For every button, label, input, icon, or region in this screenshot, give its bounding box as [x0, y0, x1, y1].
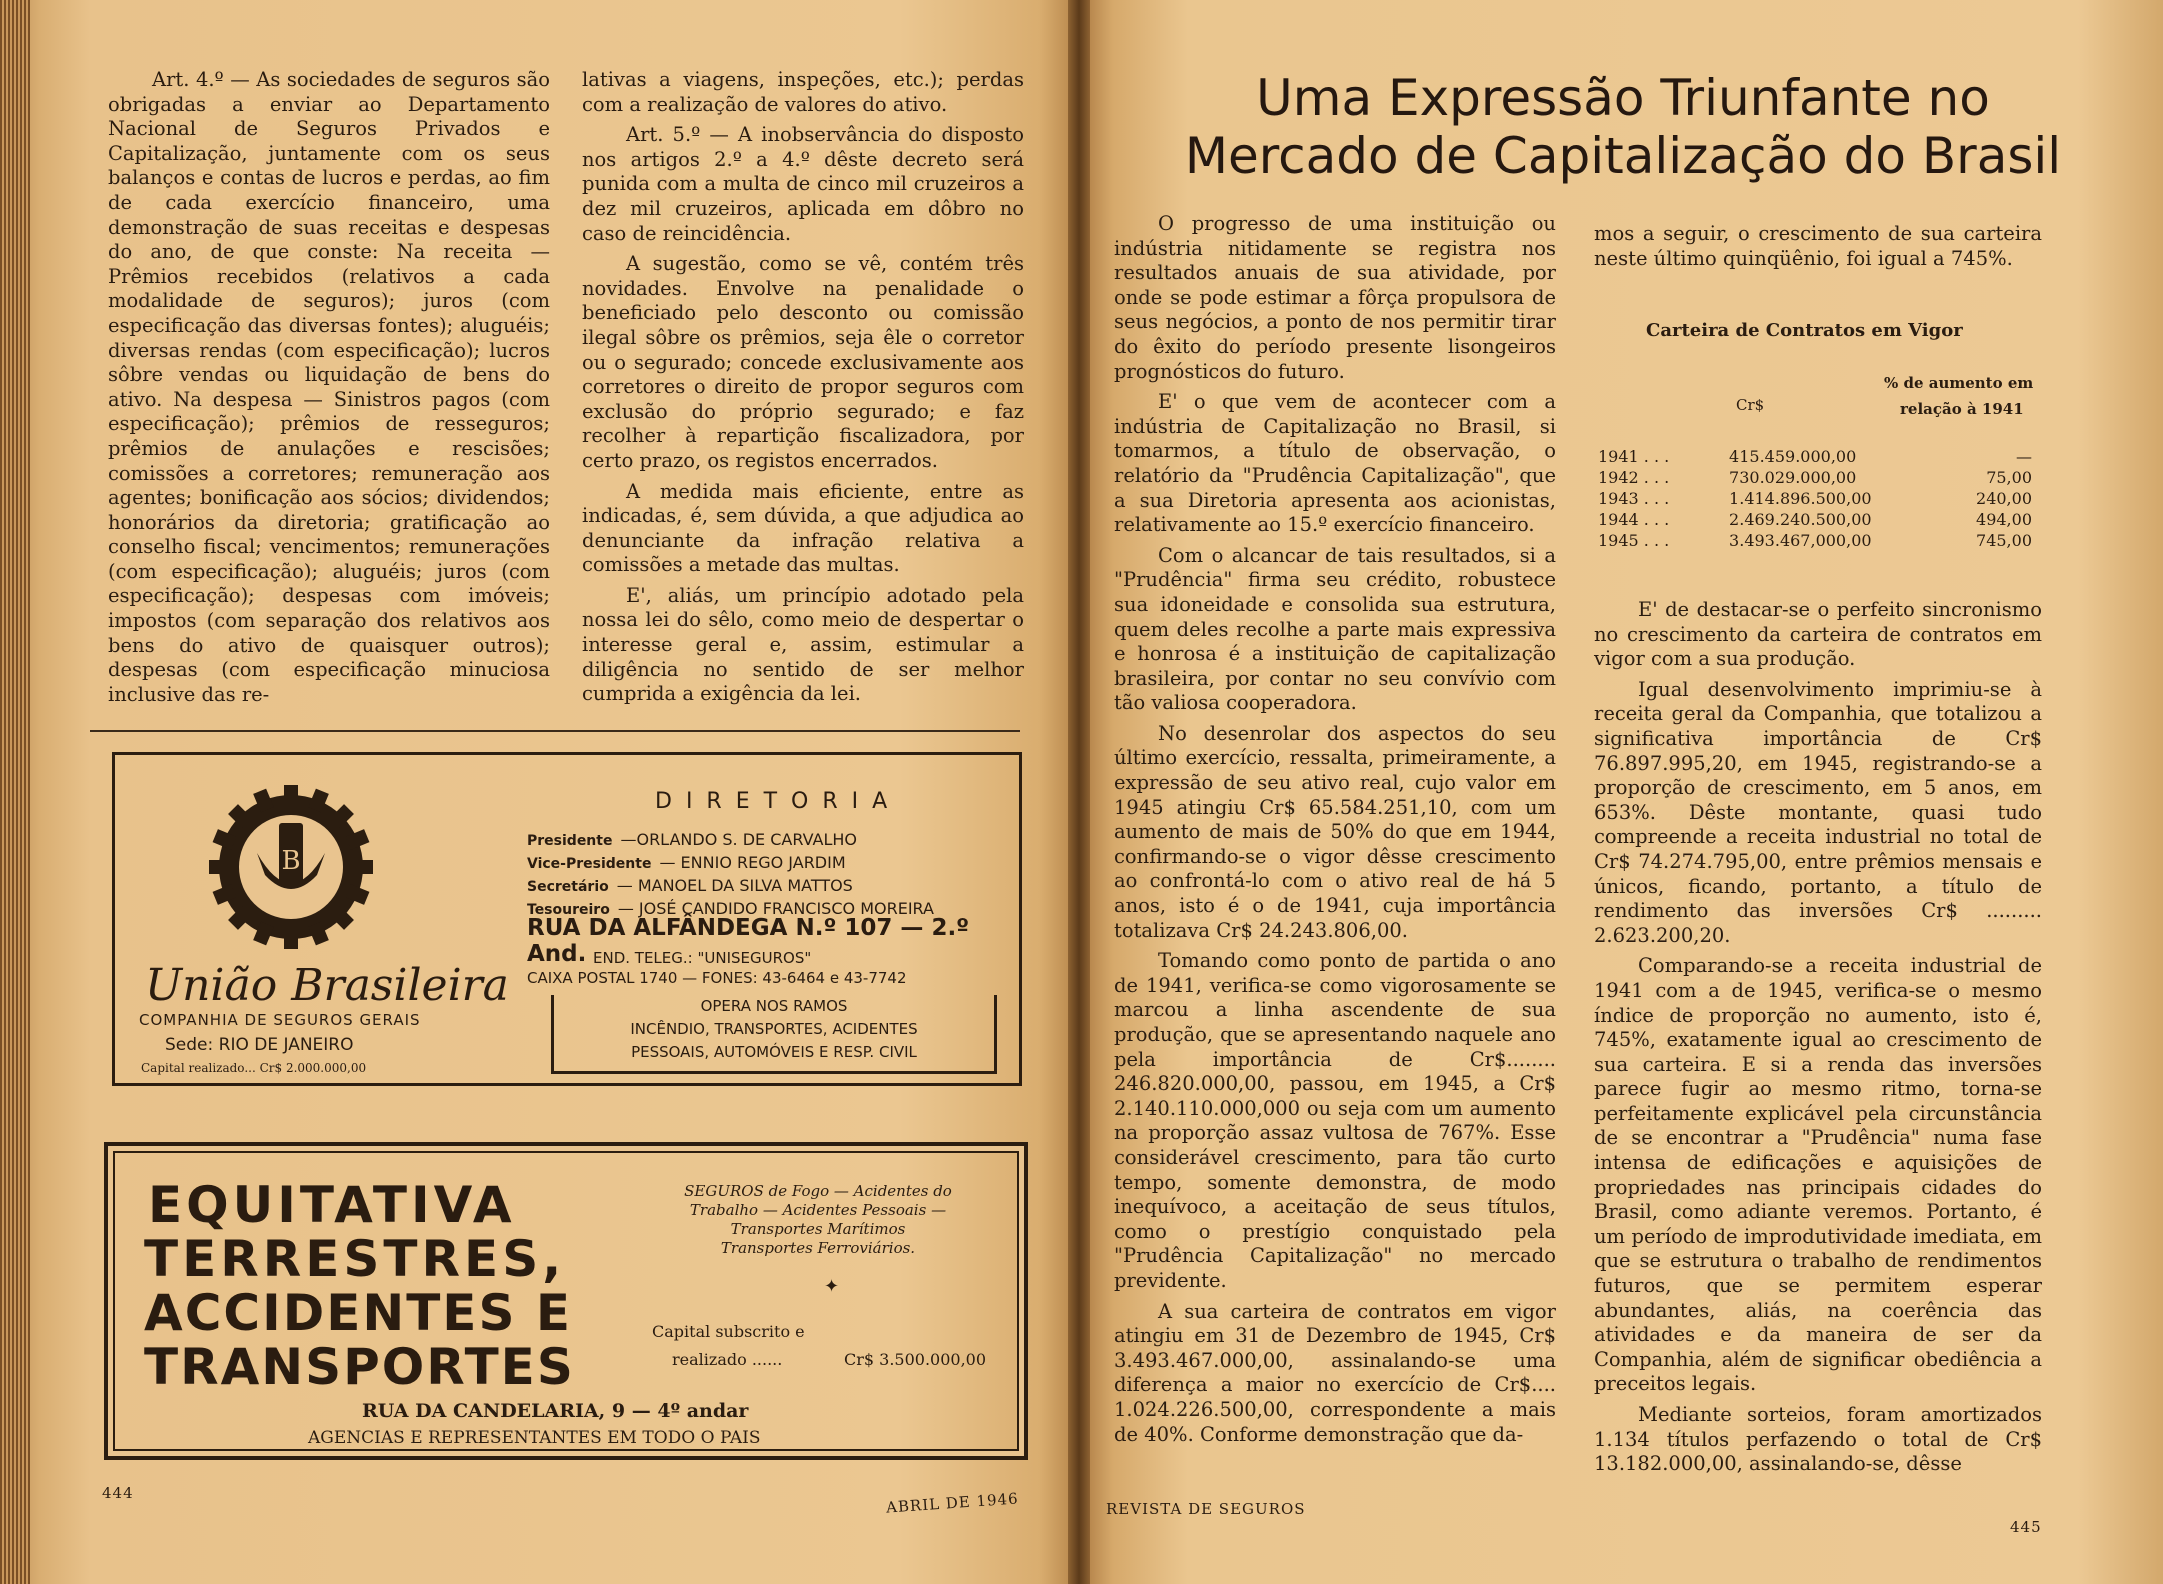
officer-row — [527, 875, 1007, 898]
service-line: Trabalho — Acidentes Pessoais — — [689, 1201, 947, 1219]
page-edge — [0, 0, 30, 1584]
table-header-currency: Cr$ — [1736, 396, 1765, 414]
equitativa-address: RUA DA CANDELARIA, 9 — 4º andar — [362, 1400, 749, 1422]
table-cell-year: 1942 . . . — [1598, 468, 1670, 487]
table-row — [1590, 446, 2040, 467]
right-page — [1078, 0, 2163, 1584]
star-icon: ✦ — [824, 1276, 840, 1297]
spine-gutter — [1068, 0, 1090, 1584]
contracts-table — [1590, 446, 2040, 551]
officer-name: — MANOEL DA SILVA MATTOS — [616, 876, 853, 895]
left-page — [0, 0, 1078, 1584]
left-column-2 — [582, 68, 1024, 713]
officer-role: Vice-Presidente — [527, 856, 652, 872]
paragraph: E' o que vem de acontecer com a indústria de Capitalização no Brasil, si tomarmos, a título de observação, o relatório da "Prudência Capitalização", que a sua Diretoria apresenta aos acionistas, relativamente ao 15.º exercício financeiro. — [1114, 390, 1556, 537]
left-column-1 — [108, 68, 550, 713]
table-header-pct-2: relação à 1941 — [1900, 400, 2024, 418]
officer-name: — ENNIO REGO JARDIM — [659, 853, 846, 872]
table-cell-year: 1944 . . . — [1598, 510, 1670, 529]
paragraph: A medida mais eficiente, entre as indicadas, é, sem dúvida, a que adjudica ao denunciante da infração relativa a comissões a metade das multas. — [582, 479, 1024, 577]
table-row — [1590, 467, 2040, 488]
equitativa-line-2: TERRESTRES, — [144, 1230, 566, 1288]
right-page-number: 445 — [2010, 1518, 2042, 1536]
officer-name: — JOSÉ CANDIDO FRANCISCO MOREIRA — [617, 899, 934, 918]
right-column-2 — [1594, 598, 2042, 1483]
table-row — [1590, 509, 2040, 530]
paragraph: E' de destacar-se o perfeito sincronismo no crescimento da carteira de contratos em vigor com a sua produção. — [1594, 598, 2042, 671]
paragraph: Comparando-se a receita industrial de 1941 com a de 1945, verifica-se o mesmo índice de proporção no aumento, isto é, 745%, exatamente igual ao crescimento de sua carteira. E si a renda das inversões parece fugir ao mesmo ritmo, torna-se perfeitamente explicável pela circunstância de se encontrar a "Prudência" numa fase intensa de edificações e aquisições de propriedades nas principais cidades do Brasil, como adiante veremos. Portanto, é um período de improdutividade imediata, em que se estrutura o trabalho de rendimentos futuros, que se permitem esperar abundantes, aliás, na coerência das atividades e da maneira de ser da Companhia, além de significar obediência a preceitos legais. — [1594, 954, 2042, 1396]
operates-line-1: INCÊNDIO, TRANSPORTES, ACIDENTES — [630, 1020, 918, 1038]
table-cell-pct: 75,00 — [1986, 468, 2032, 487]
operates-line-2: PESSOAIS, AUTOMÓVEIS E RESP. CIVIL — [631, 1043, 917, 1061]
paragraph: Tomando como ponto de partida o ano de 1941, verifica-se como vigorosamente se marcou a linha ascendente de sua produção, que se apresentando naquele ano pela importância de Cr$........ 246.820.000,00, passou, em 1945, a Cr$ 2.140.110.000,000 ou seja com um aumento na proporção assaz vultosa de 767%. Esse considerável crescimento, para tão curto tempo, somente demonstra, de modo inequívoco, a aceitação de seus títulos, como o prestígio conquistado pela "Prudência Capitalização" no mercado previdente. — [1114, 949, 1556, 1292]
brand-name: União Brasileira — [145, 960, 509, 1011]
table-cell-pct: 745,00 — [1976, 531, 2032, 550]
officers-list — [527, 829, 1007, 921]
telegraph: END. TELEG.: "UNISEGUROS" — [593, 949, 812, 967]
operates-title: OPERA NOS RAMOS — [700, 997, 848, 1015]
capital-label: Capital subscrito e — [652, 1322, 805, 1341]
table-cell-pct: 240,00 — [1976, 489, 2032, 508]
paragraph: E', aliás, um princípio adotado pela nossa lei do sêlo, como meio de despertar o interesse geral e, assim, estimular a diligência no sentido de ser melhor cumprida a exigência da lei. — [582, 583, 1024, 706]
paragraph: Art. 5.º — A inobservância do disposto nos artigos 2.º a 4.º dêste decreto será punida com a multa de cinco mil cruzeiros a dez mil cruzeiros, aplicada em dôbro no caso de reincidência. — [582, 123, 1024, 245]
table-row — [1590, 530, 2040, 551]
service-line: SEGUROS de Fogo — Acidentes do — [684, 1182, 952, 1200]
gear-tooth — [284, 785, 298, 805]
table-cell-value: 3.493.467,000,00 — [1729, 531, 1872, 550]
officer-role: Tesoureiro — [527, 902, 610, 918]
brand-subtitle: COMPANHIA DE SEGUROS GERAIS — [139, 1011, 421, 1029]
service-line: Transportes Marítimos — [730, 1220, 906, 1238]
paragraph: No desenrolar dos aspectos do seu último exercício, ressalta, primeiramente, a expressão de seu ativo real, cujo valor em 1945 atingiu Cr$ 65.584.251,10, com um aumento de mais de 50% do que em 1944, confirmando-se o vigor dêsse crescimento ao confrontá-lo com o ativo real de há 5 anos, isto é o de 1941, cuja importância totalizava Cr$ 24.243.806,00. — [1114, 721, 1556, 942]
left-page-number: 444 — [102, 1484, 134, 1502]
operates-box — [551, 995, 997, 1074]
officer-role: Presidente — [527, 833, 613, 849]
divider — [90, 730, 1020, 732]
paragraph: lativas a viagens, inspeções, etc.); perdas com a realização de valores do ativo. — [582, 68, 1024, 116]
equitativa-line-1: EQUITATIVA — [148, 1176, 516, 1234]
phones: CAIXA POSTAL 1740 — FONES: 43-6464 e 43-7742 — [527, 969, 907, 987]
officer-name: —ORLANDO S. DE CARVALHO — [620, 830, 857, 849]
board-heading: DIRETORIA — [655, 789, 902, 814]
right-column-2-intro — [1594, 222, 2042, 277]
gear-tooth — [209, 860, 229, 874]
paragraph: Mediante sorteios, foram amortizados 1.134 títulos perfazendo o total de Cr$ 13.182.000,00, assinalando-se, dêsse — [1594, 1403, 2042, 1476]
paragraph: Art. 4.º — As sociedades de seguros são obrigadas a enviar ao Departamento Nacional de Seguros Privados e Capitalização, juntamente com os seus balanços e contas de lucros e perdas, ao fim de cada exercício financeiro, uma demonstração de suas receitas e despesas do ano, de que conste: Na receita — Prêmios recebidos (relativos a cada modalidade de seguros); juros (com especificação das diversas fontes); aluguéis; diversas rendas (com especificação); lucros sôbre vendas ou liquidação de bens do ativo. Na despesa — Sinistros pagos (com especificação); prêmios de resseguros; prêmios de anulações e rescisões; comissões a corretores; remuneração aos agentes; bonificação aos sócios; dividendos; honorários da diretoria; gratificação ao conselho fiscal; vencimentos; remunerações (com especificação); aluguéis; juros (com especificação); despesas com imóveis; impostos (com separação dos relativos aos bens do ativo de quaisquer outros); despesas (com especificação minuciosa inclusive das re- — [108, 68, 550, 706]
table-cell-pct: 494,00 — [1976, 510, 2032, 529]
table-cell-value: 2.469.240.500,00 — [1729, 510, 1872, 529]
article-title-line-2: Mercado de Capitalização do Brasil — [1184, 127, 2062, 185]
table-title: Carteira de Contratos em Vigor — [1646, 320, 1963, 341]
table-cell-value: 1.414.896.500,00 — [1729, 489, 1872, 508]
table-row — [1590, 488, 2040, 509]
table-cell-value: 415.459.000,00 — [1729, 447, 1857, 466]
equitativa-line-4: TRANSPORTES — [144, 1338, 575, 1396]
paragraph: Igual desenvolvimento imprimiu-se à receita geral da Companhia, que totalizou a significativa importância de Cr$ 76.897.995,20, em 1945, registrando-se a proporção de crescimento, em 5 anos, em 653%. Dêste montante, quasi tudo compreende a receita industrial no total de Cr$ 74.274.795,00, entre prêmios mensais e únicos, ficando, portanto, a título de rendimento das inversões Cr$ ......... 2.623.200,20. — [1594, 677, 2042, 947]
article-title-line-1: Uma Expressão Triunfante no — [1256, 69, 1990, 127]
gear-tooth — [353, 860, 373, 874]
seat: Sede: RIO DE JANEIRO — [165, 1035, 354, 1055]
equitativa-agencies: AGENCIAS E REPRESENTANTES EM TODO O PAIS — [308, 1428, 761, 1448]
service-line: Transportes Ferroviários. — [720, 1239, 916, 1257]
table-cell-year: 1941 . . . — [1598, 447, 1670, 466]
officer-row — [527, 852, 1007, 875]
ad-equitativa — [104, 1142, 1028, 1460]
logo-letter: B — [281, 846, 301, 876]
gear-tooth — [284, 929, 298, 949]
paragraph: Com o alcancar de tais resultados, si a "Prudência" firma seu crédito, robustece sua idoneidade e consolida sua estrutura, quem deles recolhe a parte mais expressiva e honrosa é a instituição de capitalização brasileira, por contar no seu convívio com tão valiosa cooperadora. — [1114, 543, 1556, 715]
right-footer-title: REVISTA DE SEGUROS — [1106, 1500, 1306, 1518]
services — [648, 1182, 988, 1258]
right-column-1 — [1114, 212, 1556, 1453]
intro-paragraph: mos a seguir, o crescimento de sua carteira neste último quinqüênio, foi igual a 745%. — [1594, 222, 2042, 270]
capital-label-2: realizado ...... — [672, 1350, 783, 1369]
table-cell-pct: — — [2016, 447, 2032, 466]
gear-logo-icon — [207, 783, 375, 951]
table-cell-year: 1945 . . . — [1598, 531, 1670, 550]
left-footer-date: ABRIL DE 1946 — [885, 1489, 1020, 1517]
paragraph: A sua carteira de contratos em vigor atingiu em 31 de Dezembro de 1945, Cr$ 3.493.467.000,00, assinalando-se uma diferença a maior no exercício de Cr$.... 1.024.226.500,00, correspondente a mais de 40%. Conforme demonstração que da- — [1114, 1299, 1556, 1446]
ad-uniao-brasileira — [112, 752, 1022, 1086]
table-header-pct-1: % de aumento em — [1884, 374, 2034, 392]
paragraph: O progresso de uma instituição ou indústria nitidamente se registra nos resultados anuais de sua atividade, por onde se pode estimar a fôrça propulsora de seus negócios, a ponto de nos permitir tirar do êxito do período presente lisongeiros prognósticos do futuro. — [1114, 212, 1556, 383]
table-cell-year: 1943 . . . — [1598, 489, 1670, 508]
equitativa-line-3: ACCIDENTES E — [144, 1284, 573, 1342]
capital-value: Cr$ 3.500.000,00 — [844, 1350, 987, 1369]
address: RUA DA ALFÂNDEGA N.º 107 — 2.º And. — [527, 915, 970, 967]
capital: Capital realizado... Cr$ 2.000.000,00 — [141, 1061, 367, 1075]
table-cell-value: 730.029.000,00 — [1729, 468, 1857, 487]
officer-row — [527, 829, 1007, 852]
paragraph: A sugestão, como se vê, contém três novidades. Envolve na penalidade o beneficiado pelo desconto ou comissão ilegal sôbre os prêmios, seja êle o corretor ou o segurado; concede exclusivamente aos corretores o direito de propor seguros com exclusão do próprio segurado; e faz recolher à repartição fiscalizadora, por certo prazo, os registos encerrados. — [582, 252, 1024, 472]
officer-role: Secretário — [527, 879, 609, 895]
